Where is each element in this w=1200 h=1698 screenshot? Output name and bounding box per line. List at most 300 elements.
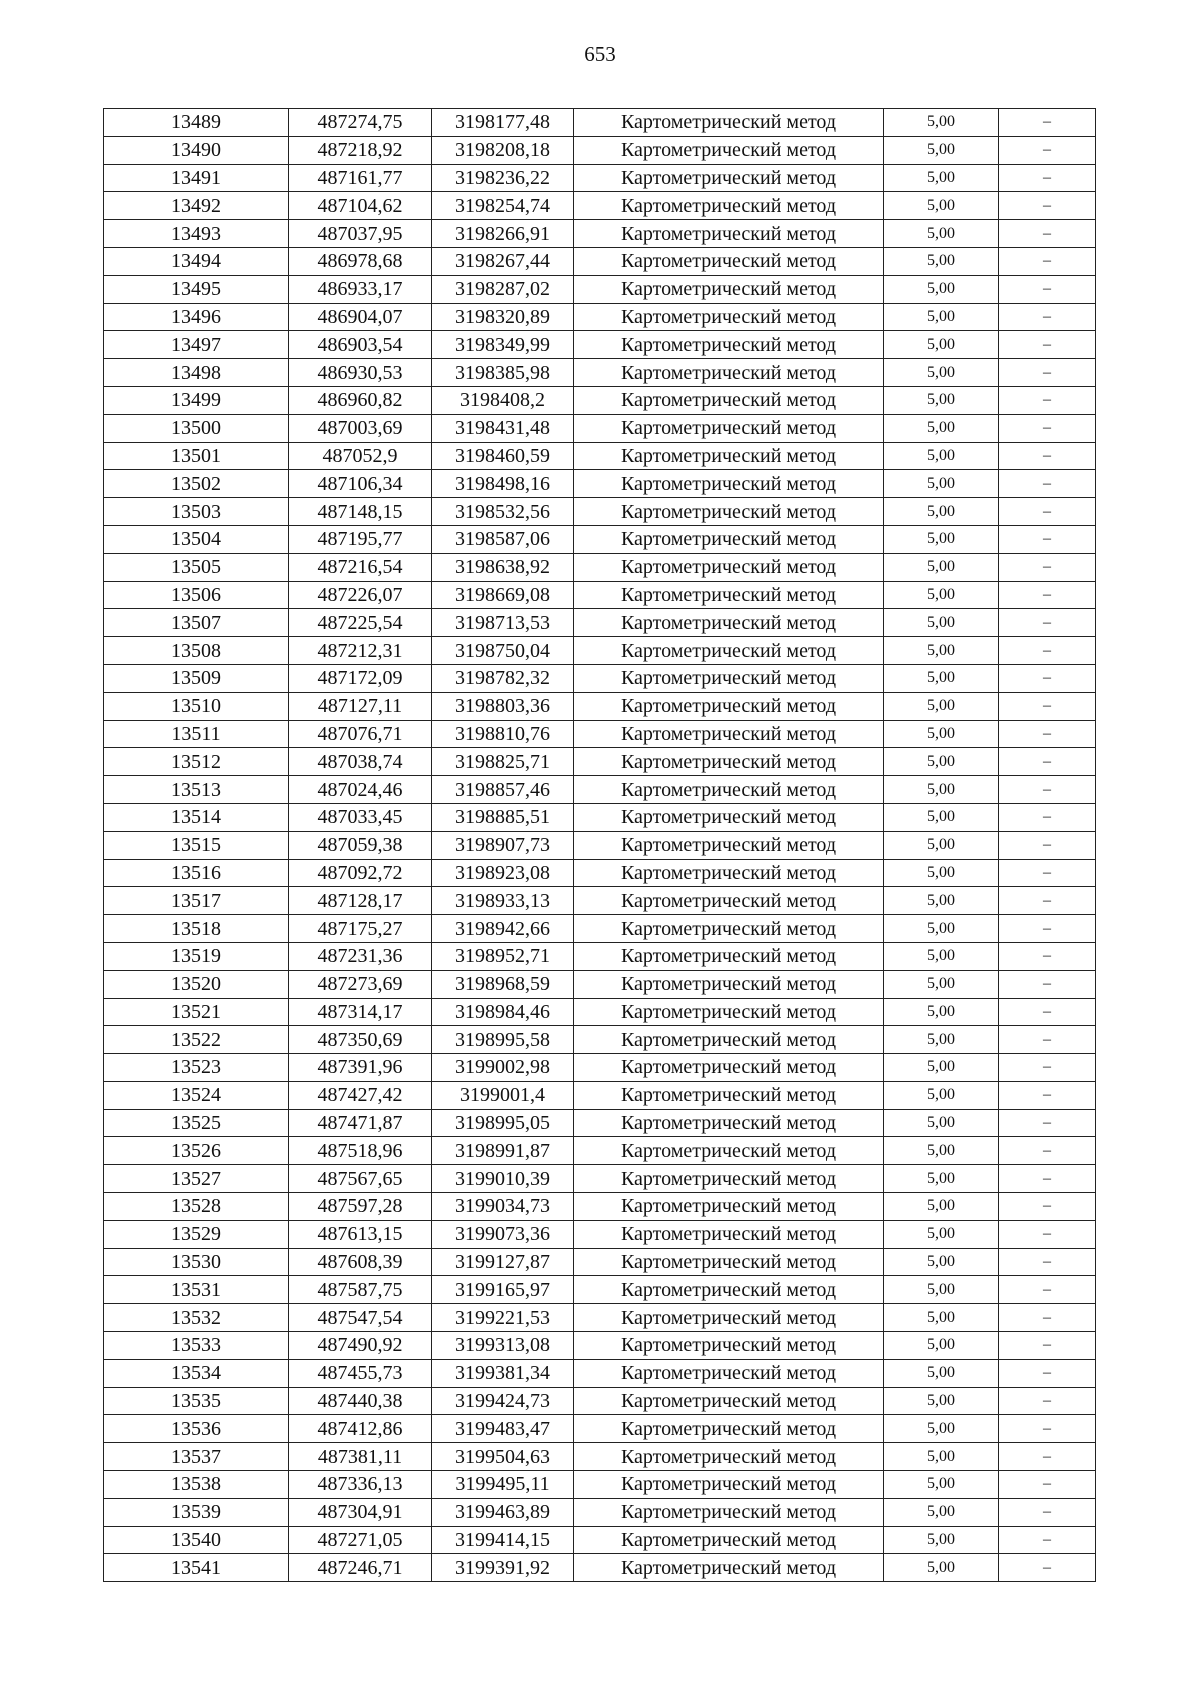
x-coordinate-cell: 487024,46	[289, 776, 432, 804]
accuracy-cell: 5,00	[884, 275, 999, 303]
y-coordinate-cell: 3199165,97	[432, 1276, 574, 1304]
accuracy-cell: 5,00	[884, 136, 999, 164]
description-cell: –	[999, 1415, 1096, 1443]
x-coordinate-cell: 487336,13	[289, 1471, 432, 1499]
accuracy-cell: 5,00	[884, 386, 999, 414]
x-coordinate-cell: 487547,54	[289, 1304, 432, 1332]
table-row	[104, 1332, 1096, 1360]
y-coordinate-cell: 3198320,89	[432, 303, 574, 331]
point-number-cell: 13505	[104, 553, 289, 581]
method-cell: Картометрический метод	[574, 275, 884, 303]
y-coordinate-cell: 3199034,73	[432, 1193, 574, 1221]
y-coordinate-cell: 3198995,05	[432, 1109, 574, 1137]
method-cell: Картометрический метод	[574, 581, 884, 609]
y-coordinate-cell: 3199463,89	[432, 1498, 574, 1526]
y-coordinate-cell: 3199414,15	[432, 1526, 574, 1554]
point-number-cell: 13523	[104, 1054, 289, 1082]
point-number-cell: 13540	[104, 1526, 289, 1554]
x-coordinate-cell: 487455,73	[289, 1359, 432, 1387]
table-row	[104, 692, 1096, 720]
y-coordinate-cell: 3198825,71	[432, 748, 574, 776]
point-number-cell: 13509	[104, 664, 289, 692]
table-row	[104, 164, 1096, 192]
table-row	[104, 998, 1096, 1026]
description-cell: –	[999, 915, 1096, 943]
point-number-cell: 13512	[104, 748, 289, 776]
point-number-cell: 13495	[104, 275, 289, 303]
point-number-cell: 13539	[104, 1498, 289, 1526]
y-coordinate-cell: 3198532,56	[432, 498, 574, 526]
description-cell: –	[999, 1054, 1096, 1082]
x-coordinate-cell: 487059,38	[289, 831, 432, 859]
point-number-cell: 13520	[104, 970, 289, 998]
accuracy-cell: 5,00	[884, 1220, 999, 1248]
accuracy-cell: 5,00	[884, 442, 999, 470]
accuracy-cell: 5,00	[884, 1304, 999, 1332]
method-cell: Картометрический метод	[574, 1471, 884, 1499]
description-cell: –	[999, 553, 1096, 581]
method-cell: Картометрический метод	[574, 136, 884, 164]
table-row	[104, 581, 1096, 609]
y-coordinate-cell: 3198810,76	[432, 720, 574, 748]
accuracy-cell: 5,00	[884, 1137, 999, 1165]
method-cell: Картометрический метод	[574, 220, 884, 248]
table-row	[104, 220, 1096, 248]
method-cell: Картометрический метод	[574, 942, 884, 970]
table-row	[104, 247, 1096, 275]
method-cell: Картометрический метод	[574, 831, 884, 859]
y-coordinate-cell: 3199001,4	[432, 1081, 574, 1109]
table-row	[104, 1387, 1096, 1415]
x-coordinate-cell: 487381,11	[289, 1443, 432, 1471]
method-cell: Картометрический метод	[574, 1387, 884, 1415]
method-cell: Картометрический метод	[574, 1359, 884, 1387]
x-coordinate-cell: 487567,65	[289, 1165, 432, 1193]
x-coordinate-cell: 487225,54	[289, 609, 432, 637]
table-row	[104, 303, 1096, 331]
method-cell: Картометрический метод	[574, 1248, 884, 1276]
description-cell: –	[999, 637, 1096, 665]
point-number-cell: 13490	[104, 136, 289, 164]
table-row	[104, 748, 1096, 776]
accuracy-cell: 5,00	[884, 1387, 999, 1415]
description-cell: –	[999, 136, 1096, 164]
method-cell: Картометрический метод	[574, 803, 884, 831]
description-cell: –	[999, 1248, 1096, 1276]
point-number-cell: 13533	[104, 1332, 289, 1360]
table-row	[104, 442, 1096, 470]
description-cell: –	[999, 998, 1096, 1026]
accuracy-cell: 5,00	[884, 637, 999, 665]
x-coordinate-cell: 487613,15	[289, 1220, 432, 1248]
method-cell: Картометрический метод	[574, 1276, 884, 1304]
point-number-cell: 13515	[104, 831, 289, 859]
method-cell: Картометрический метод	[574, 637, 884, 665]
point-number-cell: 13491	[104, 164, 289, 192]
y-coordinate-cell: 3198942,66	[432, 915, 574, 943]
y-coordinate-cell: 3198408,2	[432, 386, 574, 414]
x-coordinate-cell: 486930,53	[289, 359, 432, 387]
method-cell: Картометрический метод	[574, 359, 884, 387]
x-coordinate-cell: 487518,96	[289, 1137, 432, 1165]
table-row	[104, 109, 1096, 137]
method-cell: Картометрический метод	[574, 386, 884, 414]
method-cell: Картометрический метод	[574, 1081, 884, 1109]
y-coordinate-cell: 3199424,73	[432, 1387, 574, 1415]
table-body	[104, 109, 1096, 1582]
description-cell: –	[999, 1359, 1096, 1387]
y-coordinate-cell: 3199127,87	[432, 1248, 574, 1276]
table-row	[104, 1137, 1096, 1165]
method-cell: Картометрический метод	[574, 748, 884, 776]
table-row	[104, 1443, 1096, 1471]
x-coordinate-cell: 487052,9	[289, 442, 432, 470]
method-cell: Картометрический метод	[574, 1054, 884, 1082]
description-cell: –	[999, 859, 1096, 887]
x-coordinate-cell: 487391,96	[289, 1054, 432, 1082]
x-coordinate-cell: 487231,36	[289, 942, 432, 970]
x-coordinate-cell: 487092,72	[289, 859, 432, 887]
description-cell: –	[999, 609, 1096, 637]
method-cell: Картометрический метод	[574, 331, 884, 359]
description-cell: –	[999, 442, 1096, 470]
x-coordinate-cell: 487412,86	[289, 1415, 432, 1443]
x-coordinate-cell: 487246,71	[289, 1554, 432, 1582]
method-cell: Картометрический метод	[574, 1332, 884, 1360]
table-row	[104, 720, 1096, 748]
x-coordinate-cell: 487490,92	[289, 1332, 432, 1360]
accuracy-cell: 5,00	[884, 1359, 999, 1387]
method-cell: Картометрический метод	[574, 998, 884, 1026]
y-coordinate-cell: 3198991,87	[432, 1137, 574, 1165]
accuracy-cell: 5,00	[884, 498, 999, 526]
method-cell: Картометрический метод	[574, 1526, 884, 1554]
y-coordinate-cell: 3198857,46	[432, 776, 574, 804]
table-row	[104, 915, 1096, 943]
y-coordinate-cell: 3198952,71	[432, 942, 574, 970]
x-coordinate-cell: 487218,92	[289, 136, 432, 164]
point-number-cell: 13526	[104, 1137, 289, 1165]
point-number-cell: 13537	[104, 1443, 289, 1471]
description-cell: –	[999, 164, 1096, 192]
method-cell: Картометрический метод	[574, 414, 884, 442]
description-cell: –	[999, 1193, 1096, 1221]
method-cell: Картометрический метод	[574, 470, 884, 498]
method-cell: Картометрический метод	[574, 192, 884, 220]
y-coordinate-cell: 3198669,08	[432, 581, 574, 609]
description-cell: –	[999, 720, 1096, 748]
table-row	[104, 1109, 1096, 1137]
point-number-cell: 13506	[104, 581, 289, 609]
table-row	[104, 887, 1096, 915]
table-row	[104, 1276, 1096, 1304]
description-cell: –	[999, 192, 1096, 220]
description-cell: –	[999, 1471, 1096, 1499]
y-coordinate-cell: 3199010,39	[432, 1165, 574, 1193]
method-cell: Картометрический метод	[574, 915, 884, 943]
x-coordinate-cell: 487304,91	[289, 1498, 432, 1526]
table-row	[104, 831, 1096, 859]
accuracy-cell: 5,00	[884, 803, 999, 831]
accuracy-cell: 5,00	[884, 1026, 999, 1054]
method-cell: Картометрический метод	[574, 498, 884, 526]
method-cell: Картометрический метод	[574, 720, 884, 748]
accuracy-cell: 5,00	[884, 581, 999, 609]
description-cell: –	[999, 1332, 1096, 1360]
y-coordinate-cell: 3199002,98	[432, 1054, 574, 1082]
x-coordinate-cell: 487350,69	[289, 1026, 432, 1054]
accuracy-cell: 5,00	[884, 720, 999, 748]
accuracy-cell: 5,00	[884, 1332, 999, 1360]
accuracy-cell: 5,00	[884, 359, 999, 387]
point-number-cell: 13510	[104, 692, 289, 720]
description-cell: –	[999, 1304, 1096, 1332]
method-cell: Картометрический метод	[574, 247, 884, 275]
description-cell: –	[999, 831, 1096, 859]
description-cell: –	[999, 303, 1096, 331]
point-number-cell: 13538	[104, 1471, 289, 1499]
method-cell: Картометрический метод	[574, 1137, 884, 1165]
accuracy-cell: 5,00	[884, 664, 999, 692]
description-cell: –	[999, 275, 1096, 303]
y-coordinate-cell: 3198750,04	[432, 637, 574, 665]
y-coordinate-cell: 3198385,98	[432, 359, 574, 387]
table-row	[104, 1081, 1096, 1109]
x-coordinate-cell: 487195,77	[289, 525, 432, 553]
y-coordinate-cell: 3198431,48	[432, 414, 574, 442]
accuracy-cell: 5,00	[884, 1109, 999, 1137]
accuracy-cell: 5,00	[884, 1054, 999, 1082]
point-number-cell: 13503	[104, 498, 289, 526]
accuracy-cell: 5,00	[884, 303, 999, 331]
x-coordinate-cell: 487273,69	[289, 970, 432, 998]
table-row	[104, 1193, 1096, 1221]
description-cell: –	[999, 1137, 1096, 1165]
table-row	[104, 942, 1096, 970]
accuracy-cell: 5,00	[884, 220, 999, 248]
point-number-cell: 13502	[104, 470, 289, 498]
description-cell: –	[999, 1220, 1096, 1248]
y-coordinate-cell: 3198177,48	[432, 109, 574, 137]
table-row	[104, 1526, 1096, 1554]
method-cell: Картометрический метод	[574, 776, 884, 804]
point-number-cell: 13501	[104, 442, 289, 470]
accuracy-cell: 5,00	[884, 331, 999, 359]
accuracy-cell: 5,00	[884, 525, 999, 553]
method-cell: Картометрический метод	[574, 442, 884, 470]
description-cell: –	[999, 664, 1096, 692]
description-cell: –	[999, 1498, 1096, 1526]
coordinates-table	[103, 108, 1096, 1582]
accuracy-cell: 5,00	[884, 1554, 999, 1582]
point-number-cell: 13508	[104, 637, 289, 665]
x-coordinate-cell: 487003,69	[289, 414, 432, 442]
description-cell: –	[999, 776, 1096, 804]
accuracy-cell: 5,00	[884, 470, 999, 498]
accuracy-cell: 5,00	[884, 915, 999, 943]
method-cell: Картометрический метод	[574, 109, 884, 137]
y-coordinate-cell: 3199391,92	[432, 1554, 574, 1582]
y-coordinate-cell: 3198287,02	[432, 275, 574, 303]
point-number-cell: 13498	[104, 359, 289, 387]
accuracy-cell: 5,00	[884, 1526, 999, 1554]
description-cell: –	[999, 498, 1096, 526]
x-coordinate-cell: 487608,39	[289, 1248, 432, 1276]
y-coordinate-cell: 3198208,18	[432, 136, 574, 164]
method-cell: Картометрический метод	[574, 859, 884, 887]
accuracy-cell: 5,00	[884, 1498, 999, 1526]
x-coordinate-cell: 487076,71	[289, 720, 432, 748]
x-coordinate-cell: 487175,27	[289, 915, 432, 943]
table-row	[104, 1054, 1096, 1082]
point-number-cell: 13489	[104, 109, 289, 137]
point-number-cell: 13535	[104, 1387, 289, 1415]
x-coordinate-cell: 486933,17	[289, 275, 432, 303]
accuracy-cell: 5,00	[884, 164, 999, 192]
method-cell: Картометрический метод	[574, 1304, 884, 1332]
description-cell: –	[999, 942, 1096, 970]
point-number-cell: 13494	[104, 247, 289, 275]
point-number-cell: 13492	[104, 192, 289, 220]
accuracy-cell: 5,00	[884, 1443, 999, 1471]
description-cell: –	[999, 109, 1096, 137]
table-row	[104, 525, 1096, 553]
y-coordinate-cell: 3198638,92	[432, 553, 574, 581]
y-coordinate-cell: 3199313,08	[432, 1332, 574, 1360]
y-coordinate-cell: 3198236,22	[432, 164, 574, 192]
description-cell: –	[999, 1109, 1096, 1137]
description-cell: –	[999, 887, 1096, 915]
method-cell: Картометрический метод	[574, 970, 884, 998]
accuracy-cell: 5,00	[884, 887, 999, 915]
table-row	[104, 1498, 1096, 1526]
description-cell: –	[999, 220, 1096, 248]
point-number-cell: 13493	[104, 220, 289, 248]
table-row	[104, 359, 1096, 387]
table-row	[104, 609, 1096, 637]
description-cell: –	[999, 803, 1096, 831]
point-number-cell: 13500	[104, 414, 289, 442]
accuracy-cell: 5,00	[884, 748, 999, 776]
x-coordinate-cell: 487212,31	[289, 637, 432, 665]
description-cell: –	[999, 331, 1096, 359]
y-coordinate-cell: 3199495,11	[432, 1471, 574, 1499]
y-coordinate-cell: 3198713,53	[432, 609, 574, 637]
point-number-cell: 13497	[104, 331, 289, 359]
accuracy-cell: 5,00	[884, 1471, 999, 1499]
description-cell: –	[999, 1554, 1096, 1582]
method-cell: Картометрический метод	[574, 1026, 884, 1054]
description-cell: –	[999, 1526, 1096, 1554]
table-row	[104, 637, 1096, 665]
point-number-cell: 13525	[104, 1109, 289, 1137]
table-row	[104, 1248, 1096, 1276]
method-cell: Картометрический метод	[574, 1415, 884, 1443]
method-cell: Картометрический метод	[574, 525, 884, 553]
description-cell: –	[999, 581, 1096, 609]
table-row	[104, 1415, 1096, 1443]
description-cell: –	[999, 359, 1096, 387]
y-coordinate-cell: 3198984,46	[432, 998, 574, 1026]
point-number-cell: 13513	[104, 776, 289, 804]
description-cell: –	[999, 970, 1096, 998]
x-coordinate-cell: 487427,42	[289, 1081, 432, 1109]
table-row	[104, 192, 1096, 220]
point-number-cell: 13499	[104, 386, 289, 414]
x-coordinate-cell: 487587,75	[289, 1276, 432, 1304]
accuracy-cell: 5,00	[884, 414, 999, 442]
point-number-cell: 13522	[104, 1026, 289, 1054]
accuracy-cell: 5,00	[884, 247, 999, 275]
y-coordinate-cell: 3198885,51	[432, 803, 574, 831]
point-number-cell: 13516	[104, 859, 289, 887]
description-cell: –	[999, 470, 1096, 498]
point-number-cell: 13521	[104, 998, 289, 1026]
x-coordinate-cell: 487471,87	[289, 1109, 432, 1137]
x-coordinate-cell: 487314,17	[289, 998, 432, 1026]
method-cell: Картометрический метод	[574, 303, 884, 331]
description-cell: –	[999, 525, 1096, 553]
accuracy-cell: 5,00	[884, 692, 999, 720]
y-coordinate-cell: 3198968,59	[432, 970, 574, 998]
accuracy-cell: 5,00	[884, 192, 999, 220]
description-cell: –	[999, 1081, 1096, 1109]
x-coordinate-cell: 487148,15	[289, 498, 432, 526]
x-coordinate-cell: 487038,74	[289, 748, 432, 776]
table-row	[104, 1165, 1096, 1193]
x-coordinate-cell: 487037,95	[289, 220, 432, 248]
accuracy-cell: 5,00	[884, 553, 999, 581]
table-row	[104, 386, 1096, 414]
x-coordinate-cell: 487172,09	[289, 664, 432, 692]
description-cell: –	[999, 386, 1096, 414]
point-number-cell: 13524	[104, 1081, 289, 1109]
description-cell: –	[999, 1276, 1096, 1304]
accuracy-cell: 5,00	[884, 1081, 999, 1109]
method-cell: Картометрический метод	[574, 1109, 884, 1137]
point-number-cell: 13530	[104, 1248, 289, 1276]
x-coordinate-cell: 487104,62	[289, 192, 432, 220]
accuracy-cell: 5,00	[884, 859, 999, 887]
description-cell: –	[999, 1026, 1096, 1054]
table-row	[104, 1220, 1096, 1248]
accuracy-cell: 5,00	[884, 609, 999, 637]
point-number-cell: 13507	[104, 609, 289, 637]
accuracy-cell: 5,00	[884, 998, 999, 1026]
x-coordinate-cell: 486903,54	[289, 331, 432, 359]
table-row	[104, 331, 1096, 359]
table-row	[104, 275, 1096, 303]
x-coordinate-cell: 486960,82	[289, 386, 432, 414]
method-cell: Картометрический метод	[574, 887, 884, 915]
method-cell: Картометрический метод	[574, 1165, 884, 1193]
x-coordinate-cell: 487226,07	[289, 581, 432, 609]
point-number-cell: 13517	[104, 887, 289, 915]
accuracy-cell: 5,00	[884, 1193, 999, 1221]
point-number-cell: 13511	[104, 720, 289, 748]
method-cell: Картометрический метод	[574, 164, 884, 192]
method-cell: Картометрический метод	[574, 1193, 884, 1221]
method-cell: Картометрический метод	[574, 1220, 884, 1248]
table-row	[104, 498, 1096, 526]
x-coordinate-cell: 487106,34	[289, 470, 432, 498]
x-coordinate-cell: 487161,77	[289, 164, 432, 192]
x-coordinate-cell: 487440,38	[289, 1387, 432, 1415]
method-cell: Картометрический метод	[574, 664, 884, 692]
point-number-cell: 13527	[104, 1165, 289, 1193]
table-row	[104, 970, 1096, 998]
description-cell: –	[999, 692, 1096, 720]
